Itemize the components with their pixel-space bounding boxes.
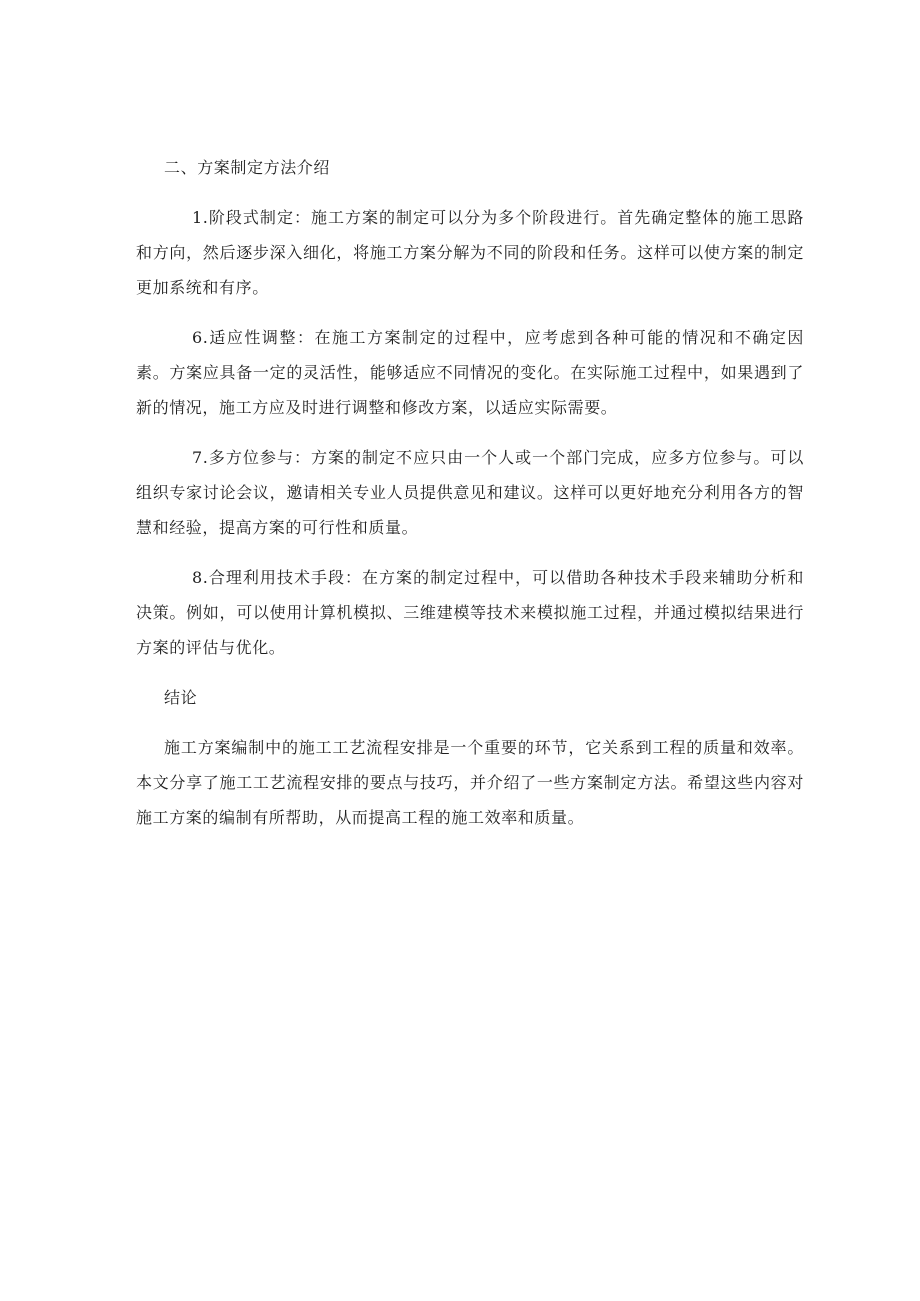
conclusion-heading: 结论 (164, 688, 198, 707)
method-item-6 (136, 320, 804, 425)
section-heading: 二、方案制定方法介绍 (164, 158, 331, 177)
method-item-8 (136, 560, 804, 665)
conclusion-paragraph: 施工方案编制中的施工工艺流程安排是一个重要的环节，它关系到工程的质量和效率。本文分享了施工工艺流程安排的要点与技巧，并介绍了一些方案制定方法。希望这些内容对施工方案的编制有所帮助，从而提高工程的施工效率和质量。 (136, 738, 804, 827)
method-item-7 (136, 440, 804, 545)
item-text: 阶段式制定：施工方案的制定可以分为多个阶段进行。首先确定整体的施工思路和方向，然后逐步深入细化，将施工方案分解为不同的阶段和任务。这样可以使方案的制定更加系统和有序。 (136, 208, 804, 297)
item-text: .适应性调整：在施工方案制定的过程中，应考虑到各种可能的情况和不确定因素。方案应具备一定的灵活性，能够适应不同情况的变化。在实际施工过程中，如果遇到了新的情况，施工方应及时进行调整和修改方案，以适应实际需要。 (136, 328, 804, 417)
item-number: 8 (192, 568, 203, 587)
item-text: .合理利用技术手段：在方案的制定过程中，可以借助各种技术手段来辅助分析和决策。例如，可以使用计算机模拟、三维建模等技术来模拟施工过程，并通过模拟结果进行方案的评估与优化。 (136, 568, 804, 657)
method-item-1 (136, 200, 804, 305)
item-text: .多方位参与：方案的制定不应只由一个人或一个部门完成，应多方位参与。可以组织专家讨论会议，邀请相关专业人员提供意见和建议。这样可以更好地充分利用各方的智慧和经验，提高方案的可行性和质量。 (136, 448, 804, 537)
item-number: 6 (192, 328, 203, 347)
document-body (136, 150, 804, 835)
item-number: 7 (192, 448, 203, 467)
item-number: 1. (192, 208, 209, 227)
